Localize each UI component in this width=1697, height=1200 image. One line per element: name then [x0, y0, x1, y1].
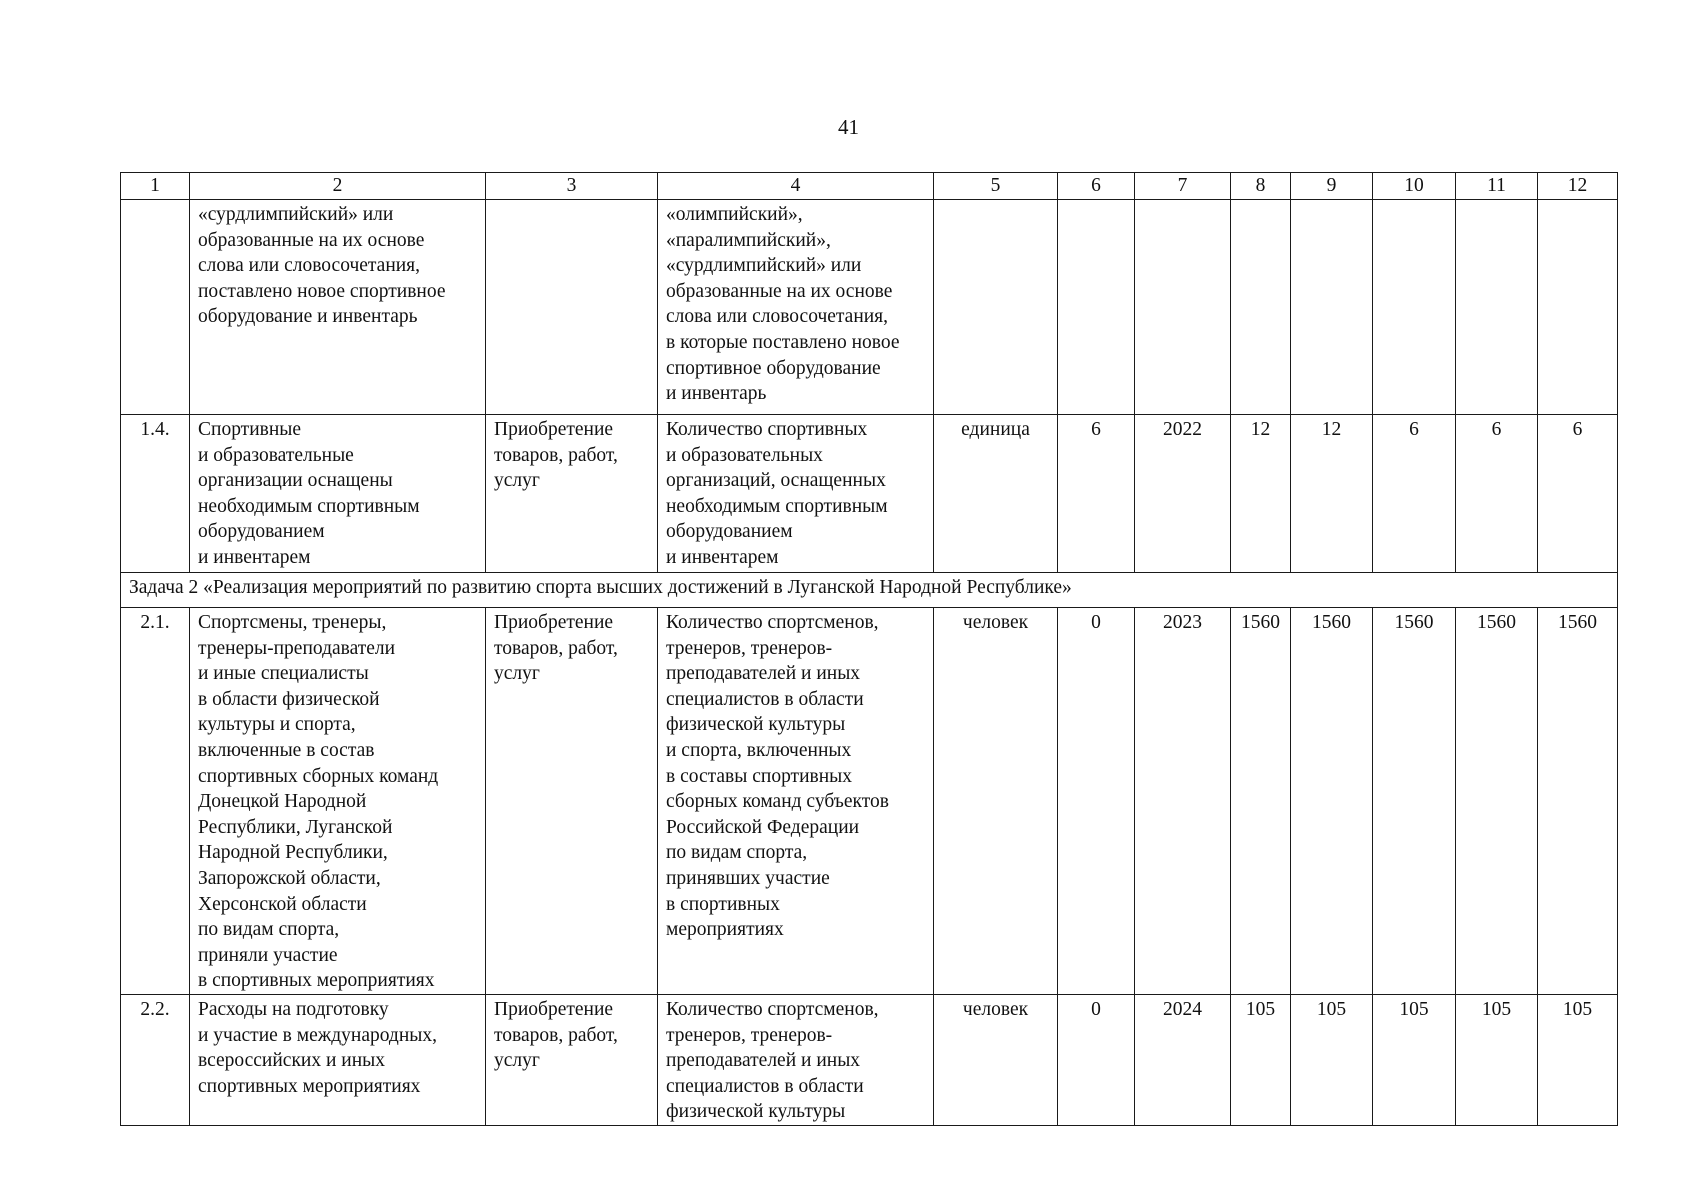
cell-text-line: Херсонской области: [198, 893, 367, 915]
base-year-cell: 2024: [1135, 994, 1231, 1125]
cell-text-line: «сурдлимпийский» или: [198, 204, 394, 225]
cell-text-line: культуры и спорта,: [198, 714, 356, 736]
base-value-cell: 6: [1058, 415, 1135, 573]
result-cell: [190, 608, 486, 995]
table-row: [121, 994, 1618, 1125]
cell-text-line: Количество спортивных: [666, 419, 868, 440]
cell-text-line: специалистов в области: [666, 1075, 864, 1097]
cell-text-line: приняли участие: [198, 944, 338, 966]
cell-text-line: и иные специалисты: [198, 663, 369, 685]
cell-text-line: услуг: [494, 470, 540, 492]
value-cell: [1538, 200, 1618, 415]
cell-text-line: всероссийских и иных: [198, 1050, 386, 1072]
cell-text-line: «сурдлимпийский» или: [666, 255, 862, 277]
cell-text-line: принявших участие: [666, 867, 830, 889]
cell-text-line: и инвентарем: [198, 546, 311, 568]
table-row: [121, 415, 1618, 573]
cell-text-line: Приобретение: [494, 419, 614, 440]
cell-text-line: оборудованием: [198, 521, 325, 543]
base-year-cell: [1135, 200, 1231, 415]
cell-text-line: тренеров, тренеров-: [666, 637, 833, 659]
base-value-cell: [1058, 200, 1135, 415]
value-cell: [1456, 200, 1538, 415]
cell-text-line: необходимым спортивным: [666, 495, 888, 517]
result-cell: [190, 415, 486, 573]
cell-text-line: включенные в состав: [198, 739, 375, 761]
header-cell: 7: [1135, 173, 1231, 200]
cell-text-line: оборудованием: [666, 521, 793, 543]
cell-text-line: Расходы на подготовку: [198, 998, 389, 1020]
indicator-cell: [658, 200, 934, 415]
header-cell: 6: [1058, 173, 1135, 200]
value-cell: 1560: [1456, 608, 1538, 995]
cell-text-line: в которые поставлено новое: [666, 331, 900, 353]
base-value-cell: 0: [1058, 608, 1135, 995]
cell-text-line: спортивных мероприятиях: [198, 1075, 421, 1097]
cell-text-line: и спорта, включенных: [666, 739, 852, 761]
base-year-cell: 2022: [1135, 415, 1231, 573]
cell-text-line: Количество спортсменов,: [666, 998, 879, 1020]
page-number: 41: [838, 115, 859, 139]
unit-cell: [934, 200, 1058, 415]
cell-text-line: мероприятиях: [666, 919, 784, 941]
cell-text-line: Спортивные: [198, 419, 302, 440]
cell-text-line: спортивное оборудование: [666, 357, 881, 379]
value-cell: 6: [1373, 415, 1456, 573]
cell-text-line: преподавателей и иных: [666, 663, 861, 685]
cell-text-line: поставлено новое спортивное: [198, 280, 446, 302]
cell-text-line: физической культуры: [666, 714, 846, 736]
cell-text-line: Народной Республики,: [198, 842, 388, 864]
cell-text-line: в области физической: [198, 688, 380, 710]
cell-text-line: и образовательные: [198, 444, 354, 466]
cell-text-line: организации оснащены: [198, 470, 393, 492]
row-number-cell: [121, 200, 190, 415]
row-number-cell: 1.4.: [121, 415, 190, 573]
cell-text-line: «олимпийский»,: [666, 204, 803, 225]
value-cell: 105: [1456, 994, 1538, 1125]
cell-text-line: физической культуры: [666, 1101, 846, 1123]
cell-text-line: специалистов в области: [666, 688, 864, 710]
task-row: [121, 573, 1618, 608]
cell-text-line: в составы спортивных: [666, 765, 853, 787]
value-cell: 6: [1538, 415, 1618, 573]
header-cell: 3: [486, 173, 658, 200]
value-cell: 1560: [1538, 608, 1618, 995]
result-cell: [190, 994, 486, 1125]
event-type-cell: [486, 608, 658, 995]
value-cell: [1231, 200, 1291, 415]
cell-text-line: оборудование и инвентарь: [198, 306, 418, 328]
cell-text-line: «паралимпийский»,: [666, 229, 831, 251]
value-cell: 105: [1291, 994, 1373, 1125]
cell-text-line: образованные на их основе: [198, 229, 425, 251]
header-cell: 9: [1291, 173, 1373, 200]
header-cell: 2: [190, 173, 486, 200]
table-row: [121, 608, 1618, 995]
row-number-cell: 2.1.: [121, 608, 190, 995]
cell-text-line: спортивных сборных команд: [198, 765, 439, 787]
cell-text-line: тренеры-преподаватели: [198, 637, 396, 659]
unit-cell: человек: [934, 608, 1058, 995]
cell-text-line: Приобретение: [494, 998, 614, 1020]
value-cell: 12: [1231, 415, 1291, 573]
cell-text-line: и инвентарем: [666, 546, 779, 568]
header-cell: 12: [1538, 173, 1618, 200]
header-cell: 8: [1231, 173, 1291, 200]
cell-text-line: Приобретение: [494, 612, 614, 633]
cell-text-line: преподавателей и иных: [666, 1050, 861, 1072]
cell-text-line: по видам спорта,: [666, 842, 808, 864]
unit-cell: единица: [934, 415, 1058, 573]
cell-text-line: Запорожской области,: [198, 867, 381, 889]
cell-text-line: организаций, оснащенных: [666, 470, 886, 492]
row-number-cell: 2.2.: [121, 994, 190, 1125]
value-cell: [1373, 200, 1456, 415]
unit-cell: человек: [934, 994, 1058, 1125]
cell-text-line: Спортсмены, тренеры,: [198, 612, 387, 633]
value-cell: 105: [1373, 994, 1456, 1125]
base-year-cell: 2023: [1135, 608, 1231, 995]
cell-text-line: слова или словосочетания,: [198, 255, 421, 277]
base-value-cell: 0: [1058, 994, 1135, 1125]
cell-text-line: в спортивных мероприятиях: [198, 970, 435, 992]
header-cell: 10: [1373, 173, 1456, 200]
indicator-cell: [658, 608, 934, 995]
cell-text-line: и образовательных: [666, 444, 823, 466]
value-cell: 1560: [1373, 608, 1456, 995]
value-cell: [1291, 200, 1373, 415]
indicator-cell: [658, 994, 934, 1125]
value-cell: 105: [1231, 994, 1291, 1125]
value-cell: 105: [1538, 994, 1618, 1125]
task-title: Задача 2 «Реализация мероприятий по развитию спорта высших достижений в Луганской Народной Республике»: [121, 573, 1618, 608]
header-cell: 11: [1456, 173, 1538, 200]
table-header-row: [121, 173, 1618, 200]
cell-text-line: Донецкой Народной: [198, 791, 367, 813]
indicator-cell: [658, 415, 934, 573]
cell-text-line: и инвентарь: [666, 383, 767, 405]
cell-text-line: Республики, Луганской: [198, 816, 393, 838]
header-cell: 1: [121, 173, 190, 200]
value-cell: 1560: [1231, 608, 1291, 995]
cell-text-line: Количество спортсменов,: [666, 612, 879, 633]
cell-text-line: по видам спорта,: [198, 919, 340, 941]
cell-text-line: в спортивных: [666, 893, 780, 915]
cell-text-line: товаров, работ,: [494, 637, 618, 659]
cell-text-line: слова или словосочетания,: [666, 306, 889, 328]
value-cell: 1560: [1291, 608, 1373, 995]
cell-text-line: тренеров, тренеров-: [666, 1024, 833, 1046]
event-type-cell: [486, 200, 658, 415]
cell-text-line: услуг: [494, 1050, 540, 1072]
event-type-cell: [486, 994, 658, 1125]
cell-text-line: и участие в международных,: [198, 1024, 437, 1046]
header-cell: 4: [658, 173, 934, 200]
cell-text-line: услуг: [494, 663, 540, 685]
cell-text-line: образованные на их основе: [666, 280, 893, 302]
table-row: [121, 200, 1618, 415]
header-cell: 5: [934, 173, 1058, 200]
value-cell: 6: [1456, 415, 1538, 573]
cell-text-line: товаров, работ,: [494, 1024, 618, 1046]
cell-text-line: необходимым спортивным: [198, 495, 420, 517]
event-type-cell: [486, 415, 658, 573]
indicators-table: [120, 172, 1618, 1126]
cell-text-line: Российской Федерации: [666, 816, 860, 838]
cell-text-line: сборных команд субъектов: [666, 791, 889, 813]
value-cell: 12: [1291, 415, 1373, 573]
cell-text-line: товаров, работ,: [494, 444, 618, 466]
result-cell: [190, 200, 486, 415]
